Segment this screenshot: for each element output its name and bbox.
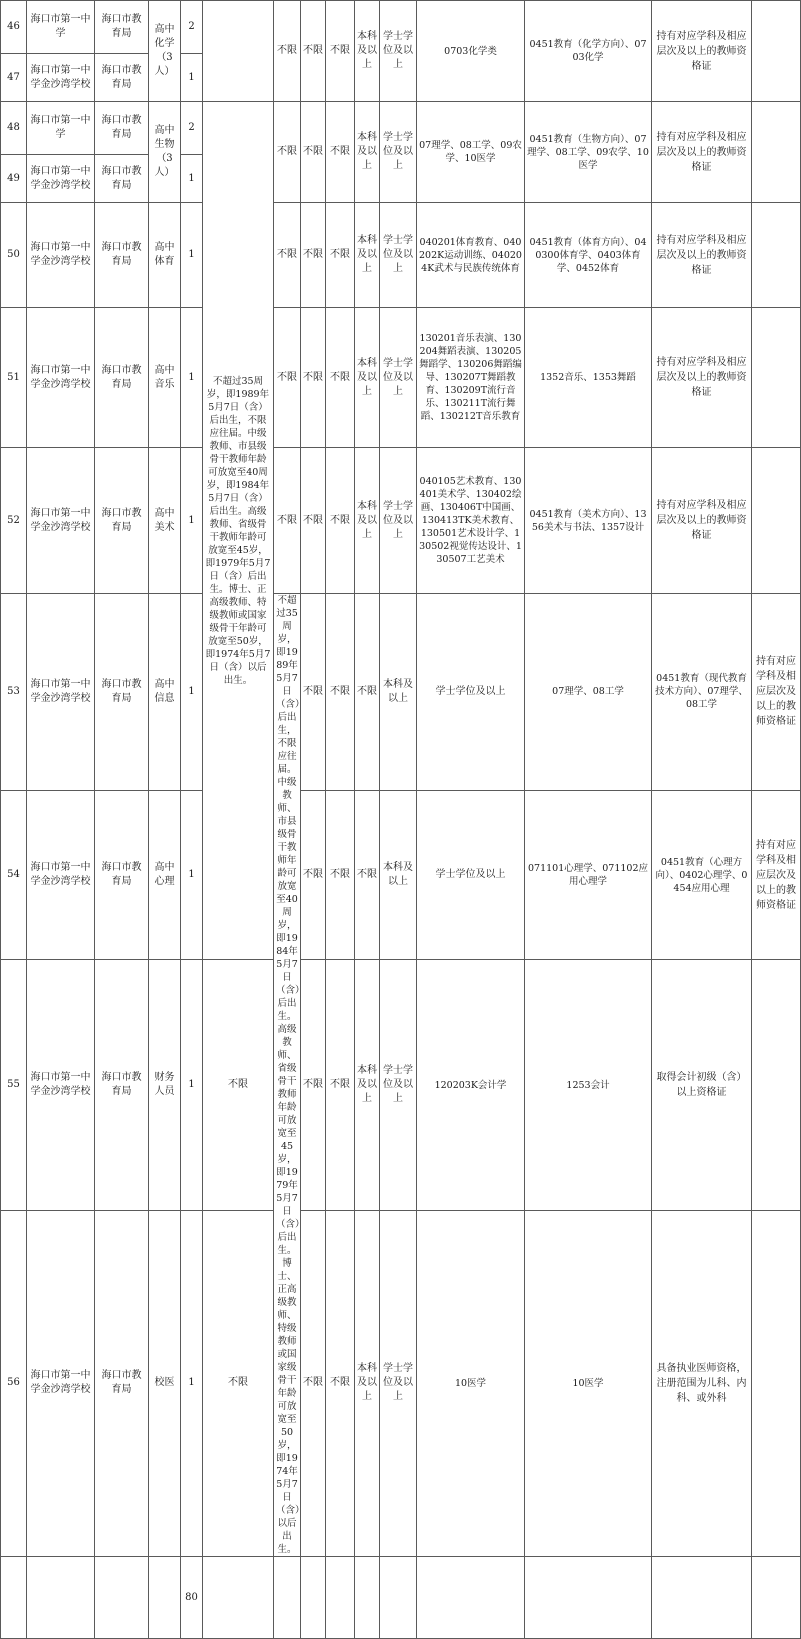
row-number: 56 <box>1 1210 27 1556</box>
hiring-count: 1 <box>181 448 203 594</box>
education-level: 本科及以上 <box>380 790 417 960</box>
restriction-3: 不限 <box>355 594 380 791</box>
employer-unit: 海口市第一中学金沙湾学校 <box>27 1210 95 1556</box>
employer-unit: 海口市第一中学金沙湾学校 <box>27 960 95 1210</box>
restriction-3: 不限 <box>326 448 355 594</box>
employer-unit: 海口市第一中学金沙湾学校 <box>27 54 95 102</box>
graduate-major: 1253会计 <box>525 960 652 1210</box>
education-level: 本科及以上 <box>355 960 380 1210</box>
competent-department: 海口市教育局 <box>95 102 149 155</box>
row-number: 52 <box>1 448 27 594</box>
undergraduate-major: 040105艺术教育、130401美术学、130402绘画、130406T中国画、130413TK美术教育、130501艺术设计学、130502视觉传达设计、130507工艺美术 <box>417 448 525 594</box>
competent-department: 海口市教育局 <box>95 203 149 308</box>
restriction-2: 不限 <box>326 790 355 960</box>
competent-department: 海口市教育局 <box>95 308 149 448</box>
remarks-cell <box>752 203 801 308</box>
competent-department: 海口市教育局 <box>95 790 149 960</box>
remarks-cell <box>752 308 801 448</box>
employer-unit: 海口市第一中学金沙湾学校 <box>27 155 95 203</box>
certificate-requirement: 持有对应学科及相应层次及以上的教师资格证 <box>652 448 752 594</box>
employer-unit: 海口市第一中学 <box>27 1 95 54</box>
degree-level: 学士学位及以上 <box>417 790 525 960</box>
certificate-requirement: 持有对应学科及相应层次及以上的教师资格证 <box>652 308 752 448</box>
competent-department: 海口市教育局 <box>95 594 149 791</box>
restriction-1: 不限 <box>203 1210 274 1556</box>
competent-department: 海口市教育局 <box>95 1210 149 1556</box>
restriction-2: 不限 <box>301 960 326 1210</box>
row-number: 55 <box>1 960 27 1210</box>
hiring-count: 1 <box>181 594 203 791</box>
degree-level: 学士学位及以上 <box>380 1210 417 1556</box>
hiring-count: 1 <box>181 308 203 448</box>
degree-level: 学士学位及以上 <box>380 448 417 594</box>
competent-department: 海口市教育局 <box>95 155 149 203</box>
hiring-count: 1 <box>181 54 203 102</box>
table-row <box>1 1210 801 1556</box>
education-level: 本科及以上 <box>355 203 380 308</box>
degree-level: 学士学位及以上 <box>417 594 525 791</box>
graduate-major: 0451教育（心理方向）、0402心理学、0454应用心理 <box>652 790 752 960</box>
row-number: 47 <box>1 54 27 102</box>
certificate-requirement: 持有对应学科及相应层次及以上的教师资格证 <box>652 1 752 102</box>
table-row <box>1 1 801 54</box>
post-name: 高中体育 <box>149 203 181 308</box>
restriction-2: 不限 <box>301 1 326 102</box>
graduate-major: 0451教育（化学方向）、0703化学 <box>525 1 652 102</box>
restriction-3: 不限 <box>326 1210 355 1556</box>
restriction-3: 不限 <box>326 960 355 1210</box>
restriction-1: 不限 <box>274 102 301 203</box>
restriction-2: 不限 <box>301 1210 326 1556</box>
table-row <box>1 308 801 448</box>
degree-level: 学士学位及以上 <box>380 960 417 1210</box>
education-level: 本科及以上 <box>355 102 380 203</box>
graduate-major: 1352音乐、1353舞蹈 <box>525 308 652 448</box>
hiring-count: 1 <box>181 1210 203 1556</box>
post-name: 高中化学（3人） <box>149 1 181 102</box>
competent-department: 海口市教育局 <box>95 960 149 1210</box>
certificate-requirement: 取得会计初级（含）以上资格证 <box>652 960 752 1210</box>
restriction-1: 不限 <box>274 308 301 448</box>
hiring-count: 1 <box>181 203 203 308</box>
undergraduate-major: 120203K会计学 <box>417 960 525 1210</box>
hiring-count: 1 <box>181 960 203 1210</box>
undergraduate-major: 130201音乐表演、130204舞蹈表演、130205舞蹈学、130206舞蹈编导、130207T舞蹈教育、130209T流行音乐、130211T流行舞蹈、130212T音乐教育 <box>417 308 525 448</box>
restriction-2: 不限 <box>301 102 326 203</box>
education-level: 本科及以上 <box>355 448 380 594</box>
degree-level: 学士学位及以上 <box>380 1 417 102</box>
total-count: 80 <box>181 1557 203 1639</box>
restriction-1: 不限 <box>274 203 301 308</box>
restriction-3: 不限 <box>326 203 355 308</box>
undergraduate-major: 07理学、08工学 <box>525 594 652 791</box>
hiring-count: 1 <box>181 790 203 960</box>
certificate-requirement: 持有对应学科及相应层次及以上的教师资格证 <box>752 594 801 791</box>
row-number: 53 <box>1 594 27 791</box>
row-number: 49 <box>1 155 27 203</box>
row-number: 51 <box>1 308 27 448</box>
table-row <box>1 960 801 1210</box>
hiring-count: 2 <box>181 1 203 54</box>
restriction-3: 不限 <box>326 1 355 102</box>
restriction-1: 不限 <box>301 594 326 791</box>
row-number: 48 <box>1 102 27 155</box>
education-level: 本科及以上 <box>355 1210 380 1556</box>
restriction-1: 不限 <box>203 960 274 1210</box>
education-level: 本科及以上 <box>355 308 380 448</box>
graduate-major: 10医学 <box>525 1210 652 1556</box>
competent-department: 海口市教育局 <box>95 1 149 54</box>
graduate-major: 0451教育（美术方向）、1356美术与书法、1357设计 <box>525 448 652 594</box>
competent-department: 海口市教育局 <box>95 448 149 594</box>
post-name: 财务人员 <box>149 960 181 1210</box>
graduate-major: 0451教育（现代教育技术方向）、07理学、08工学 <box>652 594 752 791</box>
hiring-count: 2 <box>181 102 203 155</box>
certificate-requirement: 具备执业医师资格，注册范围为儿科、内科、或外科 <box>652 1210 752 1556</box>
age-requirement: 不超过35周岁，即1989年5月7日（含）后出生，不限应往届。中级教师、市县级骨干教师年龄可放宽至40周岁，即1984年5月7日（含）后出生。高级教师、省级骨干教师年龄可放宽至45岁，即1979年5月7日（含）后出生。博士、正高级教师、特级教师或国家级骨干年龄可放宽至50岁，即1974年5月7日（含）以后出生。 <box>274 594 301 1557</box>
education-level: 本科及以上 <box>380 594 417 791</box>
employer-unit: 海口市第一中学金沙湾学校 <box>27 594 95 791</box>
restriction-1: 不限 <box>301 790 326 960</box>
table-row <box>1 790 801 960</box>
post-name: 高中音乐 <box>149 308 181 448</box>
remarks-cell <box>752 960 801 1210</box>
row-number: 54 <box>1 790 27 960</box>
undergraduate-major: 040201体育教育、040202K运动训练、040204K武术与民族传统体育 <box>417 203 525 308</box>
degree-level: 学士学位及以上 <box>380 102 417 203</box>
employer-unit: 海口市第一中学金沙湾学校 <box>27 448 95 594</box>
restriction-2: 不限 <box>301 308 326 448</box>
employer-unit: 海口市第一中学金沙湾学校 <box>27 203 95 308</box>
undergraduate-major: 07理学、08工学、09农学、10医学 <box>417 102 525 203</box>
restriction-1: 不限 <box>274 1 301 102</box>
certificate-requirement: 持有对应学科及相应层次及以上的教师资格证 <box>752 790 801 960</box>
restriction-2: 不限 <box>301 203 326 308</box>
age-requirement-cell <box>203 1 274 102</box>
certificate-requirement: 持有对应学科及相应层次及以上的教师资格证 <box>652 102 752 203</box>
table-row <box>1 448 801 594</box>
employer-unit: 海口市第一中学金沙湾学校 <box>27 790 95 960</box>
degree-level: 学士学位及以上 <box>380 203 417 308</box>
undergraduate-major: 0703化学类 <box>417 1 525 102</box>
table-row <box>1 102 801 155</box>
remarks-cell <box>752 1 801 102</box>
employer-unit: 海口市第一中学 <box>27 102 95 155</box>
undergraduate-major: 10医学 <box>417 1210 525 1556</box>
row-number: 50 <box>1 203 27 308</box>
post-name: 校医 <box>149 1210 181 1556</box>
competent-department: 海口市教育局 <box>95 54 149 102</box>
restriction-3: 不限 <box>355 790 380 960</box>
table-row <box>1 203 801 308</box>
row-number: 46 <box>1 1 27 54</box>
undergraduate-major: 071101心理学、071102应用心理学 <box>525 790 652 960</box>
certificate-requirement: 持有对应学科及相应层次及以上的教师资格证 <box>652 203 752 308</box>
table-row <box>1 594 801 791</box>
post-name: 高中美术 <box>149 448 181 594</box>
hiring-count: 1 <box>181 155 203 203</box>
restriction-1: 不限 <box>274 448 301 594</box>
total-row <box>1 1557 801 1639</box>
employer-unit: 海口市第一中学金沙湾学校 <box>27 308 95 448</box>
graduate-major: 0451教育（体育方向）、040300体育学、0403体育学、0452体育 <box>525 203 652 308</box>
post-name: 高中信息 <box>149 594 181 791</box>
restriction-3: 不限 <box>326 102 355 203</box>
post-name: 高中生物（3人） <box>149 102 181 203</box>
remarks-cell <box>752 448 801 594</box>
age-requirement: 不超过35周岁，即1989年5月7日（含）后出生，不限应往届。中级教师、市县级骨干教师年龄可放宽至40周岁，即1984年5月7日（含）后出生。高级教师、省级骨干教师年龄可放宽至45岁，即1979年5月7日（含）后出生。博士、正高级教师、特级教师或国家级骨干年龄可放宽至50岁，即1974年5月7日（含）以后出生。 <box>203 102 274 960</box>
restriction-2: 不限 <box>301 448 326 594</box>
degree-level: 学士学位及以上 <box>380 308 417 448</box>
remarks-cell <box>752 1210 801 1556</box>
education-level: 本科及以上 <box>355 1 380 102</box>
post-name: 高中心理 <box>149 790 181 960</box>
restriction-3: 不限 <box>326 308 355 448</box>
graduate-major: 0451教育（生物方向）、07理学、08工学、09农学、10医学 <box>525 102 652 203</box>
restriction-2: 不限 <box>326 594 355 791</box>
remarks-cell <box>752 102 801 203</box>
